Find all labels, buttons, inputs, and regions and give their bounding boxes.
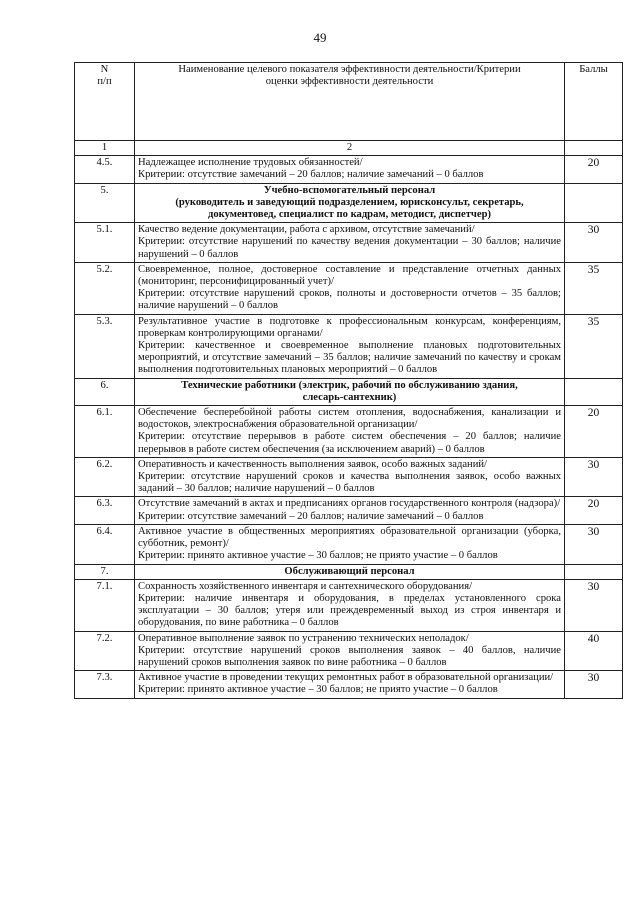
row-number: 6.2. [75, 457, 135, 497]
row-score: 20 [565, 497, 623, 524]
section-title-line-2: слесарь-сантехник) [302, 391, 397, 403]
header-number-line-2: п/п [97, 76, 112, 88]
row-title: Своевременное, полное, достоверное составление и представление отчетных данных (мониторинг, персонифицированный учет)/ [138, 263, 561, 288]
row-score: 35 [565, 262, 623, 314]
row-description [135, 497, 565, 524]
row-criteria: Критерии: отсутствие замечаний – 20 баллов; наличие замечаний – 0 баллов [138, 510, 484, 522]
section-title [135, 564, 565, 579]
row-score: 30 [565, 671, 623, 698]
row-title: Обеспечение бесперебойной работы систем отопления, водоснабжения, канализации и водостоков, электроснабжения образовательной организации/ [138, 407, 561, 431]
row-description [135, 223, 565, 263]
row-score: 30 [565, 524, 623, 564]
row-description [135, 457, 565, 497]
row-number: 5.2. [75, 262, 135, 314]
row-description [135, 262, 565, 314]
row-score: 20 [565, 156, 623, 183]
header-description-line-2: оценки эффективности деятельности [265, 76, 434, 88]
row-title: Оперативность и качественность выполнения заявок, особо важных заданий/ [138, 458, 487, 470]
column-number-row [75, 141, 623, 156]
row-score: 35 [565, 314, 623, 378]
row-title: Качество ведение документации, работа с архивом, отсутствие замечаний/ [138, 224, 475, 236]
table-row [75, 262, 623, 314]
row-description [135, 156, 565, 183]
row-number: 7.3. [75, 671, 135, 698]
header-score: Баллы [565, 63, 623, 141]
table-row [75, 579, 623, 631]
section-title-line-2: (руководитель и заведующий подразделением, юрисконсульт, секретарь, [175, 196, 524, 208]
section-number: 5. [75, 183, 135, 223]
section-title-line-1: Технические работники (электрик, рабочий по обслуживанию здания, [181, 379, 518, 391]
row-number: 5.1. [75, 223, 135, 263]
criteria-table [74, 62, 623, 699]
row-number: 4.5. [75, 156, 135, 183]
row-score: 30 [565, 579, 623, 631]
row-description [135, 524, 565, 564]
table-row [75, 314, 623, 378]
row-description [135, 314, 565, 378]
row-title: Активное участие в проведении текущих ремонтных работ в образовательной организации/ [138, 672, 554, 684]
row-number: 5.3. [75, 314, 135, 378]
row-criteria: Критерии: отсутствие нарушений сроков, полноты и достоверности отчетов – 35 баллов; наличие нарушений – 0 баллов [138, 288, 561, 312]
row-title: Отсутствие замечаний в актах и предписаниях органов государственного контроля (надзора)/ [138, 498, 561, 510]
section-title-line-1: Обслуживающий персонал [284, 565, 415, 577]
section-row [75, 183, 623, 223]
row-criteria: Критерии: отсутствие нарушений по качеству ведения документации – 30 баллов; наличие нарушений – 0 баллов [138, 236, 561, 260]
section-row [75, 564, 623, 579]
header-number [75, 63, 135, 141]
row-title: Надлежащее исполнение трудовых обязанностей/ [138, 157, 363, 169]
table-row [75, 497, 623, 524]
row-number: 6.4. [75, 524, 135, 564]
row-criteria: Критерии: наличие инвентаря и оборудования, в пределах установленного срока эксплуатации – 30 баллов; утеря или преждевременный выход из строя инвентаря и оборудования, по вине работника – 0 баллов [138, 592, 561, 629]
row-number: 6.1. [75, 406, 135, 458]
row-number: 7.1. [75, 579, 135, 631]
table-header-row [75, 63, 623, 141]
header-description [135, 63, 565, 141]
row-score: 20 [565, 406, 623, 458]
section-score [565, 183, 623, 223]
row-title: Активное участие в общественных мероприятиях образовательной организации (уборка, субботник, ремонт)/ [138, 525, 561, 550]
section-score [565, 378, 623, 405]
section-number: 7. [75, 564, 135, 579]
row-criteria: Критерии: качественное и своевременное выполнение плановых подготовительных мероприятий, и отсутствие замечаний – 35 баллов; наличие замечаний по качеству и срокам выполнения подготовительных плановых мероприятий – 0 баллов [138, 340, 561, 376]
header-number-line-1: N [100, 64, 109, 75]
column-number-3 [565, 141, 623, 156]
table-row [75, 156, 623, 183]
row-number: 6.3. [75, 497, 135, 524]
table-row [75, 457, 623, 497]
row-description [135, 671, 565, 698]
table-row [75, 406, 623, 458]
row-description [135, 631, 565, 671]
row-criteria: Критерии: принято активное участие – 30 баллов; не приято участие – 0 баллов [138, 684, 498, 696]
row-criteria: Критерии: отсутствие замечаний – 20 баллов; наличие замечаний – 0 баллов [138, 169, 484, 181]
column-number-1: 1 [75, 141, 135, 156]
table-row [75, 524, 623, 564]
section-title [135, 378, 565, 405]
header-description-line-1: Наименование целевого показателя эффективности деятельности/Критерии [178, 64, 521, 75]
row-score: 40 [565, 631, 623, 671]
row-score: 30 [565, 457, 623, 497]
row-title: Результативное участие в подготовке к профессиональным конкурсам, конференциям, проверкам контролирующими органами/ [138, 315, 561, 339]
row-criteria: Критерии: принято активное участие – 30 баллов; не приято участие – 0 баллов [138, 550, 498, 562]
column-number-2: 2 [135, 141, 565, 156]
row-description [135, 406, 565, 458]
section-title [135, 183, 565, 223]
table-row [75, 223, 623, 263]
row-criteria: Критерии: отсутствие нарушений сроков и качества выполнения заявок, особо важных заданий – 30 баллов; наличие нарушений – 0 баллов [138, 471, 561, 495]
row-title: Оперативное выполнение заявок по устранению технических неполадок/ [138, 632, 469, 644]
row-description [135, 579, 565, 631]
section-title-line-1: Учебно-вспомогательный персонал [263, 184, 436, 196]
page-number: 49 [313, 30, 327, 45]
row-title: Сохранность хозяйственного инвентаря и сантехнического оборудования/ [138, 580, 473, 592]
section-title-line-3: документовед, специалист по кадрам, методист, диспетчер) [208, 209, 491, 221]
row-criteria: Критерии: отсутствие нарушений сроков выполнения заявок – 40 баллов, наличие нарушений сроков выполнения заявок по вине работника – 0 баллов [138, 644, 561, 668]
row-criteria: Критерии: отсутствие перерывов в работе систем обеспечения – 20 баллов; наличие перерывов в работе систем обеспечения (за исключением аварий) – 0 баллов [138, 431, 561, 455]
row-score: 30 [565, 223, 623, 263]
table-row [75, 671, 623, 698]
section-number: 6. [75, 378, 135, 405]
table-row [75, 631, 623, 671]
section-score [565, 564, 623, 579]
section-row [75, 378, 623, 405]
row-number: 7.2. [75, 631, 135, 671]
